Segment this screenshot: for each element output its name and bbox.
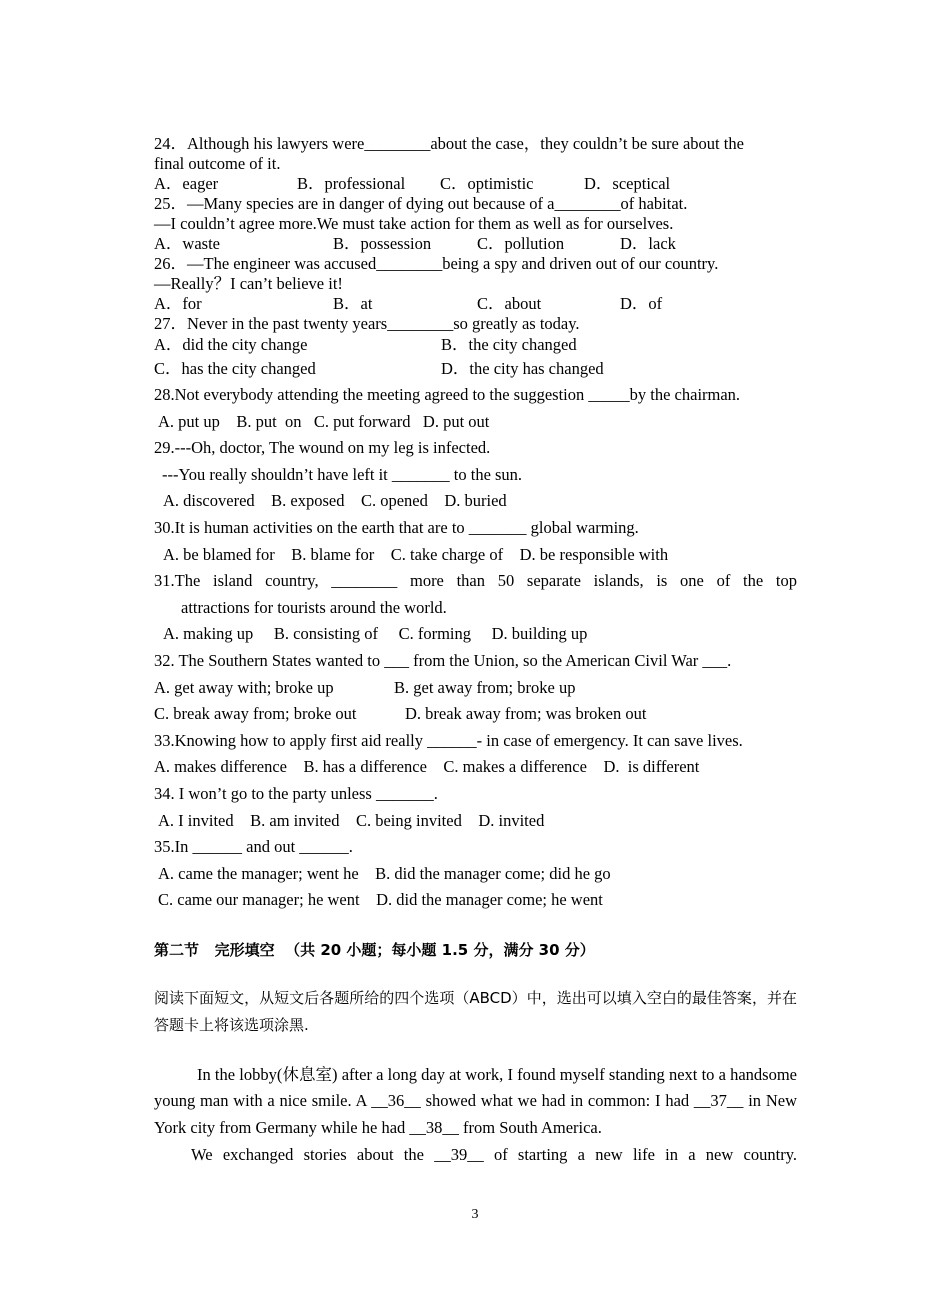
- option-b: B．possession: [333, 234, 432, 253]
- option-a: A．did the city change: [154, 335, 308, 354]
- option-c: C．has the city changed: [154, 359, 316, 378]
- question-35-stem: 35.In ______ and out ______.: [154, 837, 353, 857]
- option-a: A．waste: [154, 234, 220, 253]
- question-29-stem: 29.---Oh, doctor, The wound on my leg is infected.: [154, 438, 491, 458]
- option-b: B．the city changed: [441, 335, 577, 354]
- question-27-options-cd: [154, 356, 797, 381]
- question-35-options-ab: A. came the manager; went he B. did the manager come; did he go: [158, 863, 611, 883]
- question-26-reply: —Really？I can’t believe it!: [154, 274, 343, 293]
- question-24-stem: 24．Although his lawyers were________about the case，they couldn’t be sure about the: [154, 134, 744, 153]
- passage-paragraph-1: In the lobby(休息室) after a long day at work, I found myself standing next to a handsome young man with a nice smile. A __36__ showed what we had in common: I had __37__ in New York city from Germany while he had __38__ from South America.: [154, 1064, 797, 1138]
- question-28-stem: 28.Not everybody attending the meeting agreed to the suggestion _____by the chairman.: [154, 385, 741, 404]
- question-31-options: A. making up B. consisting of C. forming D. building up: [163, 624, 588, 644]
- option-d: D．the city has changed: [441, 359, 604, 378]
- question-34-stem: 34. I won’t go to the party unless _______.: [154, 783, 438, 803]
- option-d: D．of: [620, 294, 663, 313]
- passage-paragraph-2: We exchanged stories about the __39__ of starting a new life in a new country.: [191, 1144, 797, 1164]
- question-30-options: A. be blamed for B. blame for C. take charge of D. be responsible with: [163, 544, 669, 564]
- option-d: D．lack: [620, 234, 676, 253]
- question-34-options: A. I invited B. am invited C. being invited D. invited: [158, 810, 545, 830]
- question-32-stem: 32. The Southern States wanted to ___ from the Union, so the American Civil War ___.: [154, 650, 732, 670]
- question-31-stem: 31.The island country, ________ more than 50 separate islands, is one of the top: [154, 571, 797, 591]
- question-29-reply: ---You really shouldn’t have left it _______ to the sun.: [162, 464, 523, 484]
- question-25-options: [154, 234, 797, 254]
- option-a: A. get away with; broke up: [154, 677, 334, 697]
- question-32-options-cd: [154, 701, 797, 728]
- option-b: B．professional: [297, 174, 406, 193]
- question-28-options: A. put up B. put on C. put forward D. put out: [158, 411, 490, 431]
- question-27-options-ab: [154, 334, 797, 356]
- option-d: D. break away from; was broken out: [405, 704, 647, 724]
- option-c: C．about: [477, 294, 542, 313]
- question-29-options: A. discovered B. exposed C. opened D. buried: [163, 491, 507, 511]
- question-33-stem: 33.Knowing how to apply first aid really ______- in case of emergency. It can save lives.: [154, 730, 743, 750]
- question-35-options-cd: C. came our manager; he went D. did the manager come; he went: [158, 890, 603, 910]
- section-2-instructions: 阅读下面短文，从短文后各题所给的四个选项（ABCD）中，选出可以填入空白的最佳答案，并在答题卡上将该选项涂黑.: [154, 988, 797, 1034]
- question-32-options-ab: [154, 675, 797, 702]
- page-number: 3: [471, 1207, 479, 1222]
- option-c: C．optimistic: [440, 174, 534, 193]
- option-b: B．at: [333, 294, 373, 313]
- question-25-stem: 25．—Many species are in danger of dying out because of a________of habitat.: [154, 194, 688, 213]
- question-26-stem: 26．—The engineer was accused________being a spy and driven out of our country.: [154, 254, 719, 273]
- question-27-stem: 27．Never in the past twenty years________so greatly as today.: [154, 314, 580, 333]
- question-30-stem: 30.It is human activities on the earth that are to _______ global warming.: [154, 517, 639, 537]
- option-b: B. get away from; broke up: [394, 677, 576, 697]
- option-d: D．sceptical: [584, 174, 671, 193]
- option-c: C．pollution: [477, 234, 565, 253]
- question-31-stem-cont: attractions for tourists around the world.: [181, 597, 447, 617]
- question-26-options: [154, 294, 797, 314]
- question-24-stem-cont: final outcome of it.: [154, 154, 281, 173]
- exam-page: [154, 134, 797, 1168]
- section-2-title: 第二节 完形填空 （共 20 小题；每小题 1.5 分，满分 30 分）: [154, 940, 595, 959]
- question-24-options: [154, 174, 797, 194]
- option-c: C. break away from; broke out: [154, 704, 357, 724]
- question-25-reply: —I couldn’t agree more.We must take action for them as well as for ourselves.: [154, 214, 674, 233]
- question-33-options: A. makes difference B. has a difference C. makes a difference D. is different: [154, 757, 700, 777]
- option-a: A．for: [154, 294, 202, 313]
- option-a: A．eager: [154, 174, 219, 193]
